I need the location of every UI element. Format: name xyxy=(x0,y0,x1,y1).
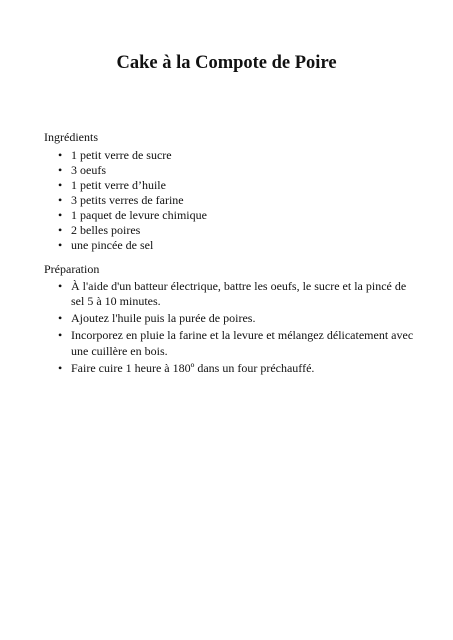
ingredient-item: • 1 paquet de levure chimique xyxy=(44,208,414,223)
preparation-step: • À l'aide d'un batteur électrique, battre les oeufs, le sucre et la pincé de sel 5 à 10 minutes. xyxy=(44,279,414,309)
recipe-title: Cake à la Compote de Poire xyxy=(116,53,337,73)
preparation-heading: Préparation xyxy=(44,262,100,276)
ingredient-item: • 1 petit verre d’huile xyxy=(44,178,414,193)
ingredient-item: • 1 petit verre de sucre xyxy=(44,148,414,163)
preparation-step: • Incorporez en pluie la farine et la levure et mélangez délicatement avec une cuillère en bois. xyxy=(44,327,414,359)
ingredient-item: • 3 oeufs xyxy=(44,163,414,178)
ingredients-heading: Ingrédients xyxy=(44,130,98,144)
ingredients-list xyxy=(44,148,414,253)
ingredient-item: • 3 petits verres de farine xyxy=(44,193,414,208)
ingredient-item: • une pincée de sel xyxy=(44,238,414,253)
preparation-step: • Faire cuire 1 heure à 180º dans un four préchauffé. xyxy=(44,361,414,376)
preparation-steps-list xyxy=(44,279,414,377)
preparation-step: • Ajoutez l'huile puis la purée de poires. xyxy=(44,311,414,326)
ingredient-item: • 2 belles poires xyxy=(44,223,414,238)
